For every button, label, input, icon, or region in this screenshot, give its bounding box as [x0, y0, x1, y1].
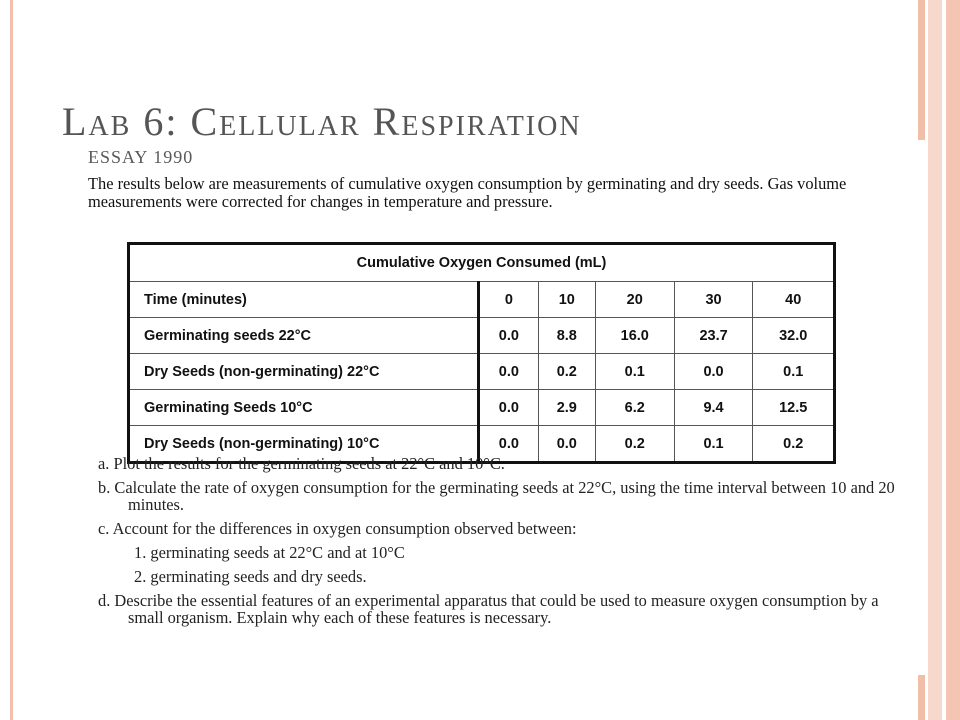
question-c-item-1: 1. germinating seeds at 22°C and at 10°C	[134, 543, 405, 562]
table-cell: 0.1	[595, 354, 674, 390]
table-cell: 40	[753, 282, 835, 318]
questions-list	[98, 455, 908, 633]
table-cell: 0.0	[479, 318, 539, 354]
slide-subtitle: ESSAY 1990	[88, 147, 194, 167]
table-cell: 0.0	[479, 426, 539, 463]
question-c-item-2: 2. germinating seeds and dry seeds.	[134, 567, 367, 586]
table-row	[129, 354, 835, 390]
table-cell: 23.7	[674, 318, 753, 354]
table-cell: 30	[674, 282, 753, 318]
table-cell: 9.4	[674, 390, 753, 426]
table-row	[129, 318, 835, 354]
table-cell: 6.2	[595, 390, 674, 426]
question-d: d. Describe the essential features of an experimental apparatus that could be used to measure oxygen consumption by a small organism. Explain why each of these features is necessary.	[98, 591, 879, 627]
oxygen-data-table	[127, 242, 836, 464]
intro-paragraph: The results below are measurements of cumulative oxygen consumption by germinating and dry seeds. Gas volume measurements were corrected for changes in temperature and pressure.	[88, 174, 847, 211]
table-cell: 0.2	[595, 426, 674, 463]
table-cell: 0.1	[674, 426, 753, 463]
right-border-decoration	[918, 0, 960, 720]
table-cell: 12.5	[753, 390, 835, 426]
table-cell: 8.8	[538, 318, 595, 354]
table-row	[129, 390, 835, 426]
table-row	[129, 282, 835, 318]
row-label: Dry Seeds (non-germinating) 22°C	[129, 354, 479, 390]
row-label: Germinating seeds 22°C	[129, 318, 479, 354]
table-caption: Cumulative Oxygen Consumed (mL)	[129, 244, 835, 282]
slide-title: Lab 6: Cellular Respiration	[62, 99, 582, 144]
table-cell: 2.9	[538, 390, 595, 426]
table-cell: 10	[538, 282, 595, 318]
table-cell: 32.0	[753, 318, 835, 354]
table-caption-row	[129, 244, 835, 282]
table-cell: 0.1	[753, 354, 835, 390]
row-label: Germinating Seeds 10°C	[129, 390, 479, 426]
row-label: Time (minutes)	[129, 282, 479, 318]
table-cell: 0.0	[479, 354, 539, 390]
table-cell: 0	[479, 282, 539, 318]
question-c: c. Account for the differences in oxygen consumption observed between:	[98, 519, 577, 538]
question-b: b. Calculate the rate of oxygen consumption for the germinating seeds at 22°C, using the time interval between 10 and 20 minutes.	[98, 478, 895, 514]
table-cell: 0.0	[538, 426, 595, 463]
left-border-decoration	[0, 0, 14, 720]
table-cell: 20	[595, 282, 674, 318]
question-a: a. Plot the results for the germinating seeds at 22°C and 10°C.	[98, 454, 505, 473]
table-cell: 0.2	[538, 354, 595, 390]
table-cell: 16.0	[595, 318, 674, 354]
table-cell: 0.2	[753, 426, 835, 463]
row-label: Dry Seeds (non-germinating) 10°C	[129, 426, 479, 463]
table-cell: 0.0	[479, 390, 539, 426]
table-cell: 0.0	[674, 354, 753, 390]
